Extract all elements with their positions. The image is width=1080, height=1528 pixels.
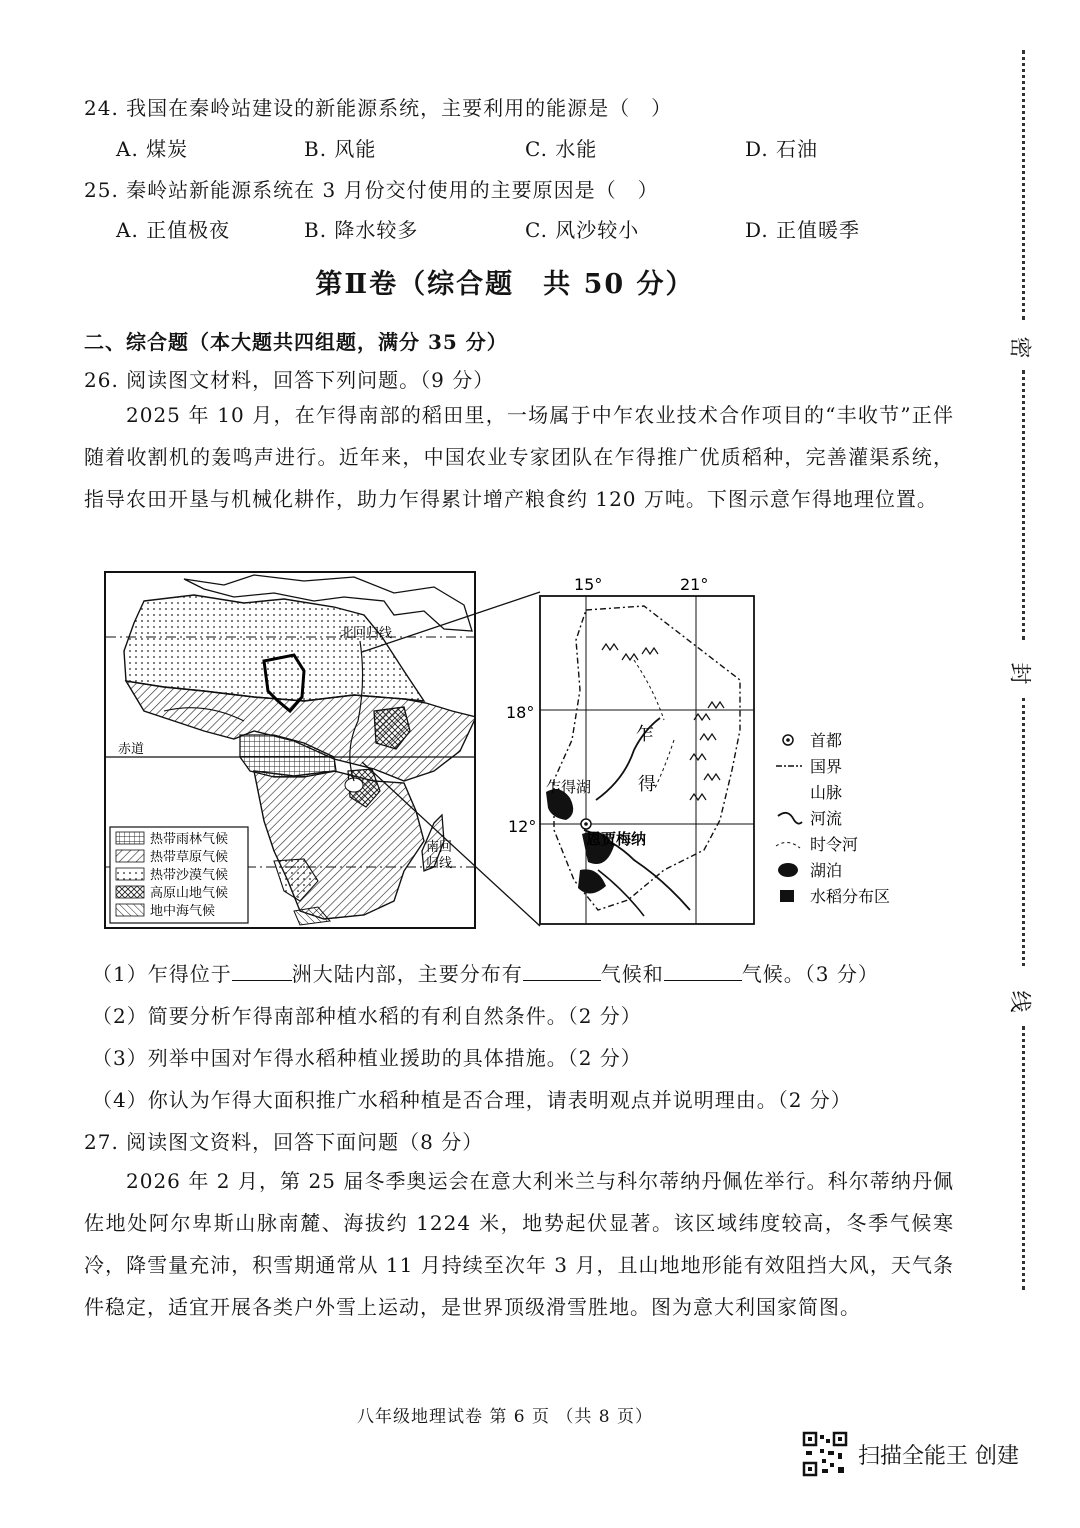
binding-char-1: 密 (1006, 336, 1032, 359)
q25-option-a: A. 正值极夜 (116, 218, 231, 242)
scanner-watermark (802, 1430, 1019, 1478)
chad-map (494, 570, 914, 930)
tropic-cancer-label: 北回归线 (340, 626, 393, 641)
q26-sub3: （3）列举中国对乍得水稻种植业援助的具体措施。（2 分） (92, 1046, 642, 1070)
lon-21-label: 21° (680, 575, 709, 594)
q25-stem: 25. 秦岭站新能源系统在 3 月份交付使用的主要原因是（ ） (84, 178, 659, 202)
lake-label: 乍得湖 (546, 778, 592, 796)
legend-desert: 热带沙漠气候 (150, 868, 229, 883)
legend-savanna: 热带草原气候 (150, 850, 229, 865)
q26-sub1-part-d: 气候。（3 分） (741, 962, 879, 986)
q24-option-a: A. 煤炭 (116, 137, 189, 161)
q26-passage: 2025 年 10 月，在乍得南部的稻田里，一场属于中乍农业技术合作项目的“丰收节”正伴随着收割机的轰鸣声进行。近年来，中国农业专家团队在乍得推广优质稻种，完善灌渠系统，指导农田开垦与机械化耕作，助力乍得累计增产粮食约 120 万吨。下图示意乍得地理位置。 (84, 403, 954, 511)
q24-option-c: C. 水能 (525, 137, 598, 161)
legend-lake: 湖泊 (810, 861, 843, 880)
binding-char-2: 封 (1006, 662, 1032, 685)
binding-line (1004, 50, 1044, 1290)
legend-mediterranean: 地中海气候 (150, 904, 216, 919)
legend-border: 国界 (810, 757, 843, 776)
country-label-2: 得 (638, 774, 656, 795)
equator-label: 赤道 (118, 742, 145, 757)
q27-stem: 27. 阅读图文资料，回答下面问题（8 分） (84, 1130, 484, 1154)
lat-18-label: 18° (506, 703, 535, 722)
section-title: 第Ⅱ卷（综合题 共 50 分） (315, 269, 695, 300)
page-footer: 八年级地理试卷 第 6 页 （共 8 页） (356, 1407, 654, 1427)
q26-sub1-part-c: 气候和 (600, 962, 664, 986)
q25-option-d: D. 正值暖季 (745, 218, 861, 242)
q24-option-d: D. 石油 (745, 137, 819, 161)
q26-sub1 (92, 958, 879, 987)
tropic-capricorn-label-1: 南回 (426, 840, 453, 855)
q26-stem: 26. 阅读图文材料，回答下列问题。（9 分） (84, 368, 495, 392)
watermark-text: 扫描全能王 创建 (858, 1443, 1019, 1469)
legend-rice: 水稻分布区 (810, 887, 891, 906)
q24-stem: 24. 我国在秦岭站建设的新能源系统，主要利用的能源是（ ） (84, 96, 673, 120)
lat-12-label: 12° (508, 817, 537, 836)
qr-code-icon (802, 1431, 848, 1477)
binding-char-3: 线 (1006, 990, 1032, 1013)
legend-seasonal-river: 时令河 (810, 835, 859, 854)
q26-sub1-part-a: （1）乍得位于 (92, 962, 232, 986)
tropic-capricorn-label-2: 归线 (426, 856, 453, 871)
lon-15-label: 15° (574, 575, 603, 594)
legend-river: 河流 (810, 809, 843, 828)
q26-sub2: （2）简要分析乍得南部种植水稻的有利自然条件。（2 分） (92, 1004, 642, 1028)
legend-highland: 高原山地气候 (150, 886, 229, 901)
legend-rainforest: 热带雨林气候 (150, 832, 229, 847)
section2-heading: 二、综合题（本大题共四组题，满分 35 分） (84, 330, 508, 354)
q25-option-b: B. 降水较多 (304, 218, 419, 242)
q26-sub4: （4）你认为乍得大面积推广水稻种植是否合理，请表明观点并说明理由。（2 分） (92, 1088, 852, 1112)
q24-option-b: B. 风能 (304, 137, 377, 161)
capital-label: 恩贾梅纳 (586, 830, 647, 848)
country-label-1: 乍 (636, 724, 654, 745)
legend-capital: 首都 (810, 731, 843, 750)
q25-option-c: C. 风沙较小 (525, 218, 640, 242)
legend-mountain: 山脉 (810, 783, 843, 802)
chad-legend (776, 731, 890, 906)
q27-passage: 2026 年 2 月，第 25 届冬季奥运会在意大利米兰与科尔蒂纳丹佩佐举行。科尔蒂纳丹佩佐地处阿尔卑斯山脉南麓、海拔约 1224 米，地势起伏显著。该区域纬度较高，冬季气候寒冷，降雪量充沛，积雪期通常从 11 月持续至次年 3 月，且山地地形能有效阻挡大风，天气条件稳定，适宜开展各类户外雪上运动，是世界顶级滑雪胜地。图为意大利国家简图。 (84, 1169, 954, 1319)
q26-sub1-part-b: 洲大陆内部，主要分布有 (291, 962, 523, 986)
